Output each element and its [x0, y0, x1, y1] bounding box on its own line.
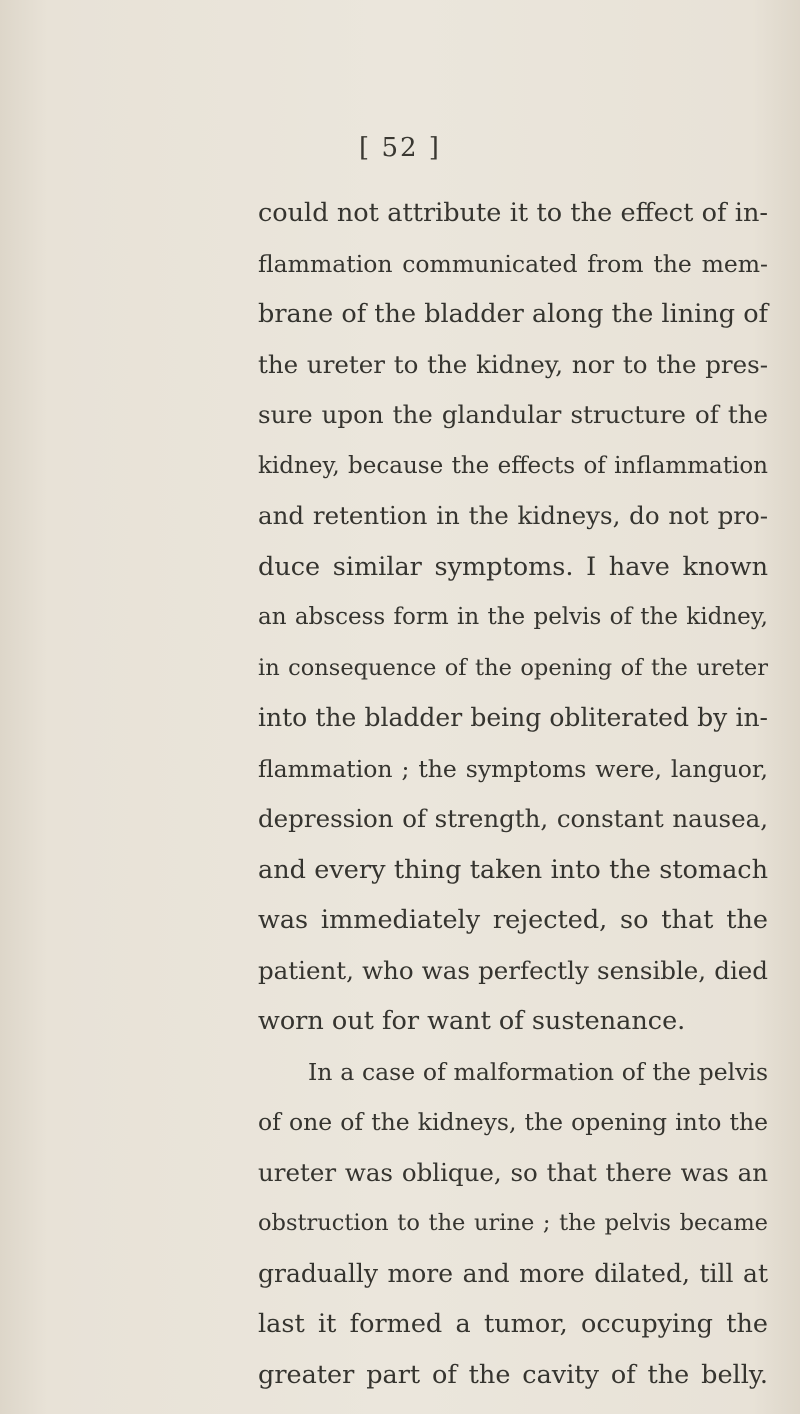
text-line-21: obstruction to the urine ; the pelvis became — [258, 1210, 768, 1236]
text-line-10: in consequence of the opening of the ureter — [258, 654, 768, 681]
text-line-3: brane of the bladder along the lining of — [258, 299, 768, 329]
text-line-16: patient, who was perfectly sensible, died — [258, 955, 768, 985]
text-line-18: In a case of malformation of the pelvis — [308, 1057, 768, 1086]
text-line-23: last it formed a tumor, occupying the — [258, 1309, 768, 1339]
text-line-22: gradually more and more dilated, till at — [258, 1258, 768, 1288]
body-text — [258, 188, 768, 1400]
text-line-12: flammation ; the symptoms were, languor, — [258, 754, 768, 783]
text-line-6: kidney, because the effects of inflammation — [258, 452, 768, 479]
text-line-14: and every thing taken into the stomach — [258, 854, 768, 885]
text-line-5: sure upon the glandular structure of the — [258, 400, 768, 429]
text-line-19: of one of the kidneys, the opening into the — [258, 1108, 768, 1136]
text-line-2: flammation communicated from the mem- — [258, 249, 768, 278]
page-number: [ 52 ] — [359, 133, 441, 163]
text-line-15: was immediately rejected, so that the — [258, 905, 768, 935]
text-line-13: depression of strength, constant nausea, — [258, 804, 768, 833]
text-line-11: into the bladder being obliterated by in- — [258, 703, 768, 732]
text-line-24: greater part of the cavity of the belly. — [258, 1359, 768, 1390]
text-line-9: an abscess form in the pelvis of the kidney, — [258, 604, 768, 630]
text-line-7: and retention in the kidneys, do not pro- — [258, 501, 768, 530]
text-line-17: worn out for want of sustenance. — [258, 1006, 686, 1036]
text-line-4: the ureter to the kidney, nor to the pres- — [258, 349, 768, 379]
text-line-8: duce similar symptoms. I have known — [258, 551, 768, 582]
text-line-1: could not attribute it to the effect of in- — [258, 198, 768, 228]
text-line-20: ureter was oblique, so that there was an — [258, 1157, 768, 1187]
